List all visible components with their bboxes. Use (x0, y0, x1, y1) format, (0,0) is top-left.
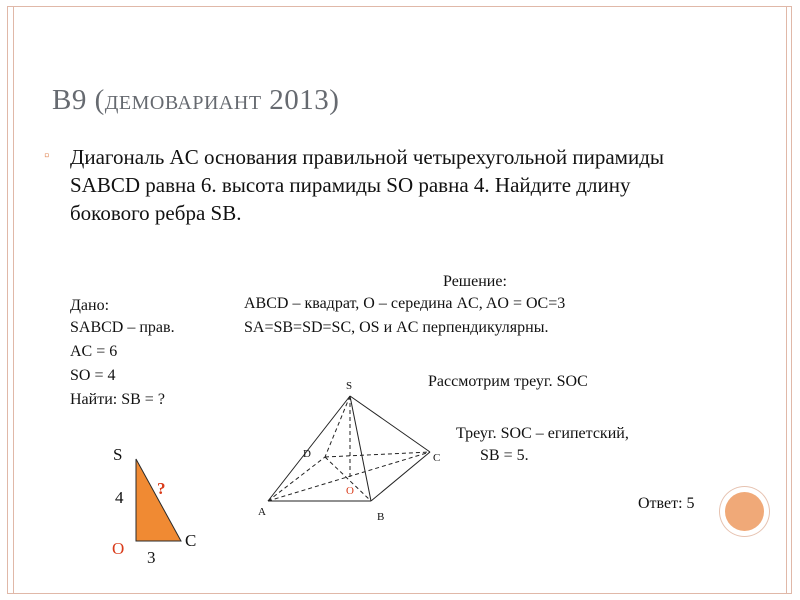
given-line: AC = 6 (70, 343, 118, 360)
given-line: SABCD – прав. (70, 319, 175, 336)
right-triangle-soc (136, 459, 181, 541)
triangle-side-oc: 3 (147, 548, 156, 567)
triangle-label-o: O (112, 539, 125, 558)
triangle-side-so: 4 (115, 488, 124, 507)
triangle-label-s: S (113, 445, 123, 464)
edge-sc (350, 396, 430, 452)
title-prefix: B9 ( (52, 84, 105, 116)
solution-line: SA=SB=SD=SC, OS и AC перпендикулярны. (244, 319, 549, 336)
triangle-hypotenuse-unknown: ? (157, 479, 166, 498)
solution-heading: Решение: (443, 273, 507, 290)
bullet-icon: ▫ (44, 148, 50, 164)
edge-bc (371, 452, 430, 501)
pyramid-label-a: A (258, 506, 266, 518)
triangle-label-c: C (185, 531, 197, 550)
problem-statement: Диагональ AC основания правильной четырехугольной пирамиды SABCD равна 6. высота пирамиды SO равна 4. Найдите длину бокового ребра SB. (70, 145, 664, 225)
pyramid-label-d: D (303, 448, 311, 460)
given-heading: Дано: (70, 297, 110, 314)
pyramid-label-c: C (433, 452, 441, 464)
edge-sd (325, 396, 350, 457)
pyramid-label-o: O (346, 485, 354, 497)
edge-ad (268, 457, 325, 501)
title-smallcaps: демовариант 2013) (104, 84, 340, 116)
pyramid-label-b: B (377, 511, 385, 523)
given-line: SO = 4 (70, 367, 116, 384)
solution-result: SB = 5. (480, 447, 529, 464)
pyramid-label-s: S (346, 380, 353, 392)
answer: Ответ: 5 (638, 495, 695, 512)
given-line: Найти: SB = ? (70, 391, 165, 408)
solution-consider: Рассмотрим треуг. SOC (428, 373, 588, 390)
solution-line: ABCD – квадрат, O – середина AC, AO = OC=3 (244, 295, 566, 312)
solution-egypt-line: Треуг. SOC – египетский, (456, 425, 629, 442)
edge-dc (325, 452, 430, 457)
